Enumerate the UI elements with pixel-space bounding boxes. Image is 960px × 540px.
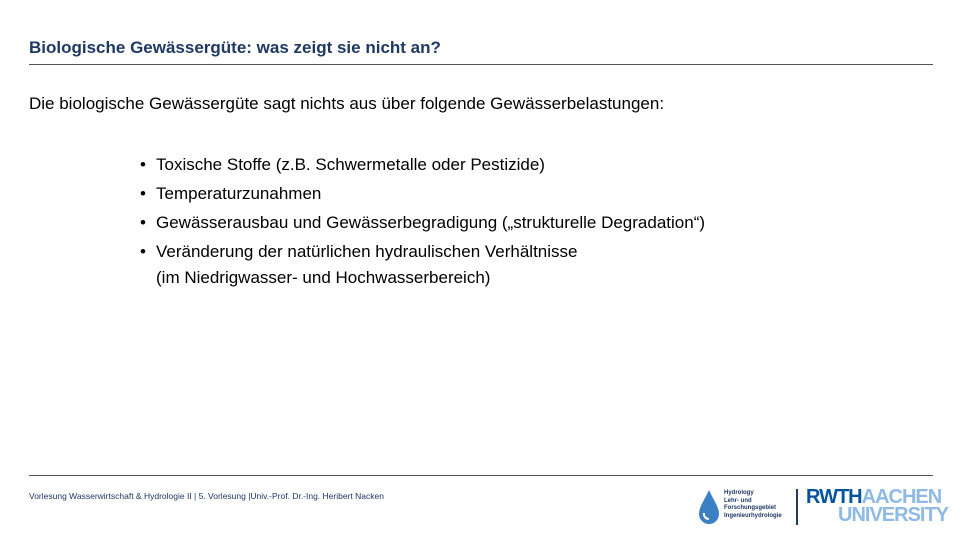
rwth-logo-part1: RWTH: [806, 486, 862, 508]
bullet-list: [140, 150, 705, 290]
water-drop-icon: [698, 489, 720, 525]
hydro-logo-line: Forschungsgebiet: [724, 505, 777, 511]
list-item: [140, 150, 705, 179]
intro-text: Die biologische Gewässergüte sagt nichts aus über folgende Gewässerbelastungen:: [29, 94, 665, 113]
hydro-logo-line: Lehr- und: [724, 497, 752, 504]
rwth-logo-part3: UNIVERSITY: [838, 504, 949, 526]
logo-separator: [796, 489, 798, 525]
footer-divider: [29, 475, 933, 476]
bullet-marker: •: [140, 213, 146, 232]
bullet-continuation-text: (im Niedrigwasser- und Hochwasserbereich): [156, 268, 491, 287]
footer-text: Vorlesung Wasserwirtschaft & Hydrologie II | 5. Vorlesung |Univ.-Prof. Dr.-Ing. Heribert Nacken: [29, 491, 384, 501]
bullet-text: Veränderung der natürlichen hydraulischen Verhältnisse: [156, 242, 578, 261]
list-item: [140, 208, 705, 237]
hydrology-logo: [698, 487, 788, 527]
bullet-marker: •: [140, 184, 146, 203]
hydrology-logo-text: [724, 490, 782, 520]
list-item: [140, 179, 705, 208]
bullet-text: Temperaturzunahmen: [156, 184, 322, 203]
rwth-logo: [806, 486, 949, 527]
bullet-marker: •: [140, 242, 146, 261]
slide-title: Biologische Gewässergüte: was zeigt sie nicht an?: [29, 38, 441, 57]
title-divider: [29, 64, 933, 65]
list-item: [140, 237, 705, 290]
bullet-text: Toxische Stoffe (z.B. Schwermetalle oder Pestizide): [156, 155, 545, 174]
bullet-marker: •: [140, 155, 146, 174]
bullet-text: Gewässerausbau und Gewässerbegradigung („strukturelle Degradation“): [156, 213, 706, 232]
hydro-logo-line: Hydrology: [724, 490, 754, 496]
hydro-logo-line: Ingenieurhydrologie: [724, 512, 782, 519]
rwth-logo-part2: AACHEN: [861, 486, 942, 508]
